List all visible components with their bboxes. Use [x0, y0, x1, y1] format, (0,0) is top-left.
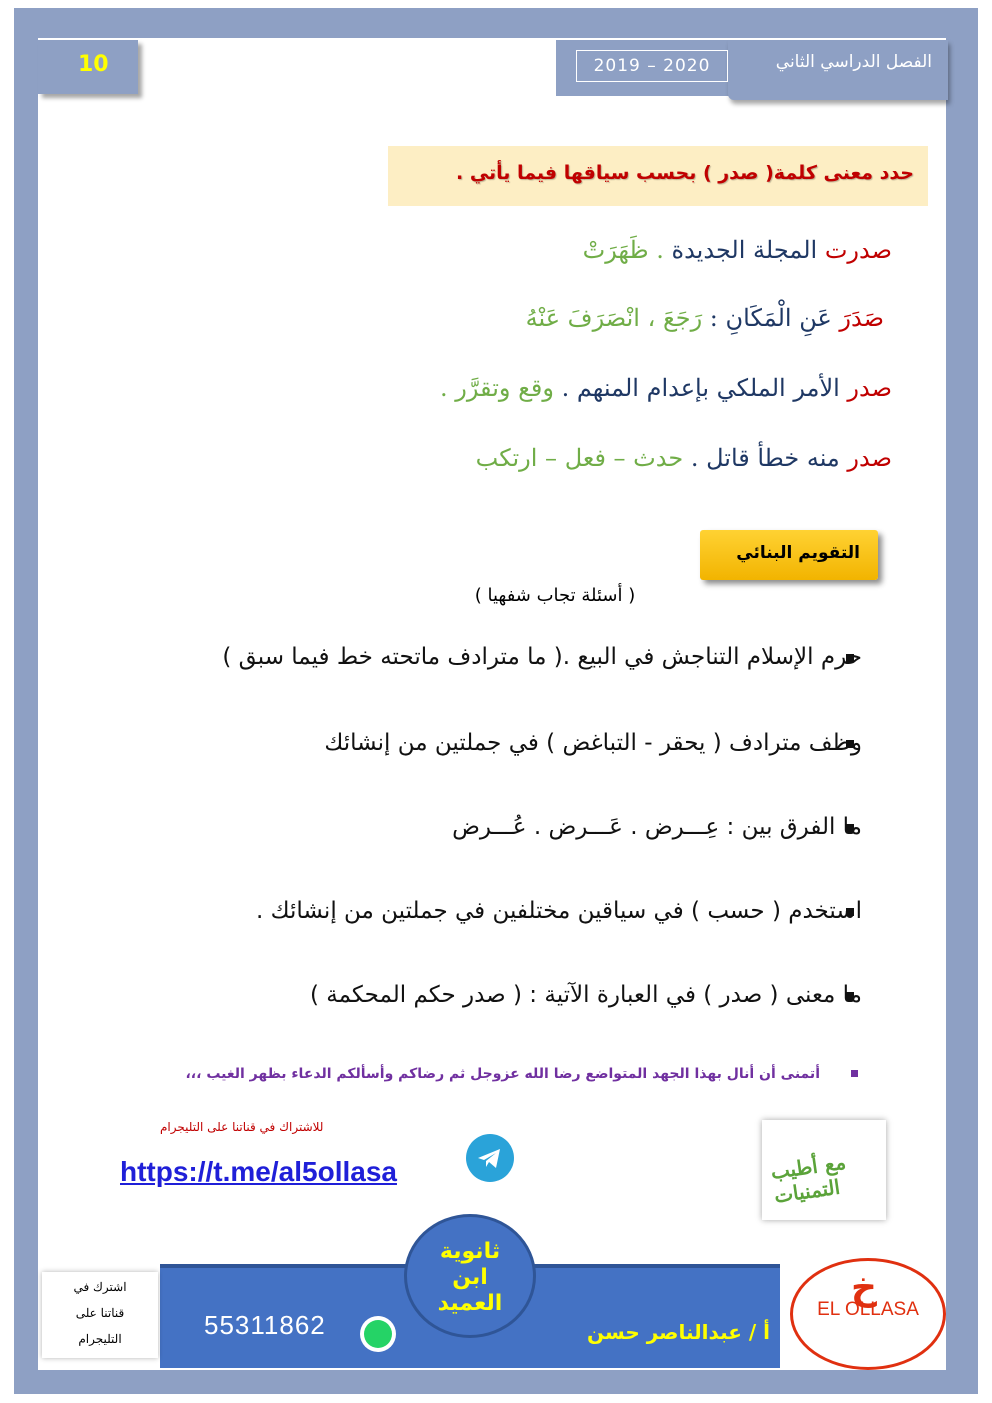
context-sentence: الأمر الملكي بإعدام المنهم .	[553, 374, 848, 402]
target-word: صدر	[847, 374, 892, 402]
context-sentence: عَنِ الْمَكَانِ :	[702, 304, 840, 332]
teacher-name: أ / عبدالناصر حسن	[587, 1320, 770, 1344]
instruction-text: حدد معنى كلمة( صدر ) بحسب سياقها فيما يأتي .	[455, 162, 914, 184]
question-3: ما الفرق بين : عِـــرض . عَـــرض . عُـــرض	[452, 814, 862, 840]
school-line: ابن	[452, 1265, 488, 1290]
channel-note-line: التليجرام	[78, 1332, 122, 1346]
section-subtitle: ( أسئلة تجاب شفهيا )	[474, 585, 636, 606]
telegram-icon[interactable]	[466, 1134, 514, 1182]
whatsapp-icon[interactable]	[360, 1316, 396, 1352]
channel-note-line: قناتنا على	[75, 1306, 125, 1320]
phone-number: 55311862	[204, 1310, 326, 1340]
greeting-logo-text: مع أطيب التمنيات	[769, 1149, 848, 1208]
greeting-logo	[762, 1120, 886, 1220]
instruction-box	[388, 146, 928, 206]
question-2: وظف مترادف ( يحقر - التباغض ) في جملتين من إنشائك	[324, 730, 862, 756]
brand-name: EL OLLASA	[817, 1299, 919, 1320]
school-years: 2019 – 2020	[576, 50, 728, 82]
closing-wish: أتمنى أن أنال بهذا الجهد المتواضع رضا الله عزوجل ثم رضاكم وأسألكم الدعاء بظهر الغيب ،،،	[185, 1066, 820, 1082]
meaning-answer: رَجَعَ ، انْصَرَفَ عَنْهُ	[525, 304, 703, 332]
question-5: ما معنى ( صدر ) في العبارة الآتية : ( صدر حكم المحكمة )	[310, 982, 862, 1008]
brand-logo	[790, 1258, 946, 1370]
meaning-line-4	[476, 444, 892, 472]
meaning-answer: حدث – فعل – ارتكب	[475, 444, 684, 472]
brand-letter: خ	[851, 1267, 877, 1308]
school-line: ثانوية	[439, 1239, 501, 1264]
channel-note	[42, 1272, 158, 1358]
telegram-link[interactable]: https://t.me/al5ollasa	[120, 1156, 397, 1187]
meaning-line-2	[526, 304, 884, 332]
meaning-answer: وقع وتقرَّر .	[439, 374, 554, 402]
target-word: صَدَرَ	[839, 304, 884, 332]
meaning-line-1	[583, 236, 892, 264]
section-title-badge	[700, 530, 878, 580]
meaning-answer: . ظَهَرَتْ	[582, 236, 664, 264]
channel-note-line: اشترك في	[73, 1280, 127, 1294]
school-badge	[404, 1214, 536, 1338]
school-line: العميد	[437, 1291, 503, 1316]
page-number: 10	[78, 52, 109, 77]
page-number-badge	[38, 40, 138, 94]
target-word: صدر	[847, 444, 892, 472]
question-1: حرم الإسلام التناجش في البيع .( ما مترادف ماتحته خط فيما سبق )	[222, 644, 862, 670]
section-title: التقويم البنائي	[736, 543, 860, 563]
context-sentence: منه خطأ قاتل .	[683, 444, 848, 472]
question-4: استخدم ( حسب ) في سياقين مختلفين في جملتين من إنشائك .	[255, 898, 862, 924]
bullet-icon	[851, 1070, 858, 1077]
meaning-line-3	[440, 374, 892, 402]
subscribe-note: للاشتراك في قناتنا على التليجرام	[160, 1120, 324, 1134]
term-label: الفصل الدراسي الثاني	[775, 52, 932, 72]
target-word: صدرت	[824, 236, 892, 264]
context-sentence: المجلة الجديدة	[663, 236, 825, 264]
